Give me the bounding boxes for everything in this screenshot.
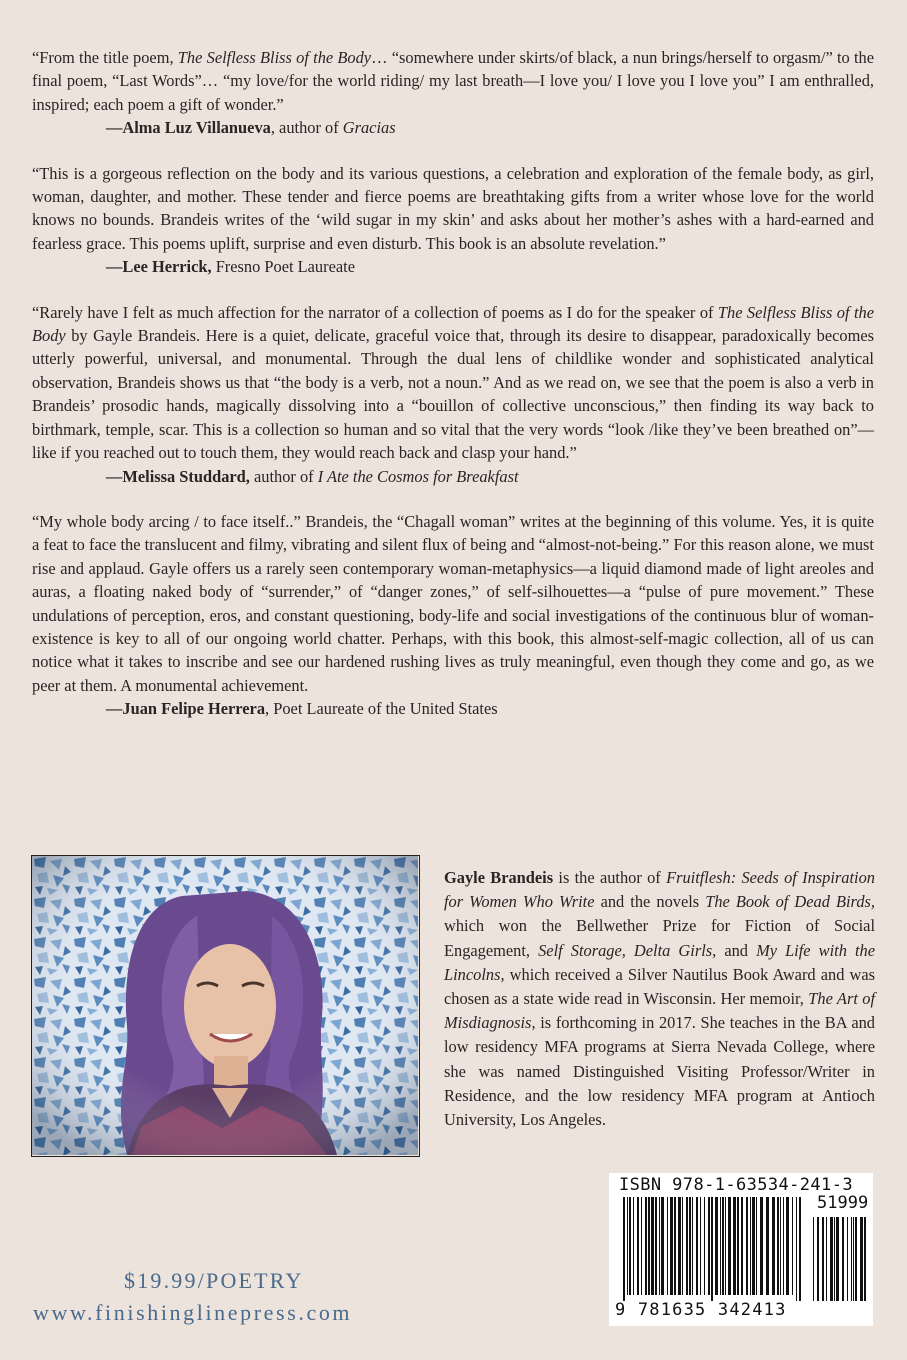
barcode-bar bbox=[752, 1197, 755, 1295]
barcode-bar bbox=[780, 1197, 781, 1295]
barcode-bar bbox=[674, 1197, 676, 1295]
barcode-bar bbox=[667, 1197, 668, 1295]
barcode-bar bbox=[623, 1197, 625, 1301]
barcode-bar bbox=[708, 1197, 710, 1295]
blurb-author: —Alma Luz Villanueva bbox=[106, 118, 271, 138]
barcode-bar bbox=[772, 1197, 775, 1295]
blurb-author: —Juan Felipe Herrera bbox=[106, 699, 266, 719]
barcode-bar bbox=[711, 1197, 713, 1301]
barcode-bar bbox=[696, 1197, 698, 1295]
barcode-addon-bar bbox=[864, 1217, 866, 1301]
barcode-bar bbox=[766, 1197, 769, 1295]
barcode-addon-bar bbox=[855, 1217, 857, 1301]
barcode-bar bbox=[715, 1197, 718, 1295]
barcode-bar bbox=[641, 1197, 642, 1295]
blurb-quote: “Rarely have I felt as much affection for the narrator of a collection of poems as I do for the speaker of The Selfless Bliss of the Body by Gayle Brandeis. Here is a quiet, delicate, graceful voice that, through its desire to disappear, paradoxically becomes utterly powerful, universal, and monumental. Through the dual lens of childlike wonder and sophisticated analytical observation, Brandeis shows us that “the body is a verb, not a noun.” And as we read on, we see that the poem is also a verb in Brandeis’ prosodic hands, magically dissolving into a “bouillon of collective unconscious,” then finding its way back to birthmark, temple, scar. This is a collection so human and so vital that the very words “look /like they’ve been breathed on”—like if you reached out to touch them, they would reach back and clasp your hand.” bbox=[32, 302, 875, 463]
blurb bbox=[32, 46, 874, 140]
barcode-addon-bar bbox=[830, 1217, 833, 1301]
blurb-attribution: —Melissa Studdard, author of I Ate the Cosmos for Breakfast bbox=[106, 466, 519, 486]
barcode-bar bbox=[783, 1197, 784, 1295]
barcode-bar bbox=[720, 1197, 721, 1295]
barcode-bar bbox=[661, 1197, 664, 1295]
blurb-attribution: —Alma Luz Villanueva, author of Gracias bbox=[106, 118, 396, 138]
barcode-bar bbox=[629, 1197, 631, 1295]
blurb bbox=[32, 162, 874, 279]
barcode-bar bbox=[725, 1197, 726, 1295]
barcode-bar bbox=[756, 1197, 757, 1295]
barcode-ean-digits: 9 781635 342413 bbox=[615, 1300, 787, 1320]
blurb-author: —Melissa Studdard, bbox=[106, 466, 250, 486]
barcode-bar bbox=[659, 1197, 660, 1295]
blurb-attribution: —Juan Felipe Herrera, Poet Laureate of the United States bbox=[106, 699, 498, 719]
barcode-bar bbox=[792, 1197, 793, 1295]
author-bio-text: Gayle Brandeis is the author of Fruitflesh: Seeds of Inspiration for Women Who Write and the novels The Book of Dead Birds, which won the Bellwether Prize for Fiction of Social Engagement, Self Storage, Delta Girls, and My Life with the Lincolns, which received a Silver Nautilus Book Award and was chosen as a state wide read in Wisconsin. Her memoir, The Art of Misdiagnosis, is forthcoming in 2017. She teaches in the BA and low residency MFA programs at Sierra Nevada College, where she was named Distinguished Visiting Professor/Writer in Residence, and the low residency MFA program at Antioch University, Los Angeles. bbox=[444, 868, 875, 1130]
barcode-bar bbox=[655, 1197, 657, 1295]
author-portrait-image bbox=[32, 856, 418, 1155]
isbn-label: ISBN 978-1-63534-241-3 bbox=[619, 1175, 853, 1195]
barcode-bar bbox=[645, 1197, 647, 1295]
author-photo bbox=[31, 855, 420, 1157]
barcode-addon-bar bbox=[842, 1217, 844, 1301]
barcode-bar bbox=[796, 1197, 797, 1301]
barcode-bar bbox=[733, 1197, 736, 1295]
blurb-quote: “This is a gorgeous reflection on the body and its various questions, a celebration and exploration of the female body, as girl, woman, daughter, and mother. These tender and fierce poems are breathtaking gifts from a writer whose love for the world knows no bounds. Brandeis writes of the ‘wild sugar in my skin’ and asks about her mother’s ashes with a hard-earned and fearless grace. This poems uplift, surprise and even disturb. This book is an absolute revelation.” bbox=[32, 163, 874, 253]
blurb-attribution: —Lee Herrick, Fresno Poet Laureate bbox=[106, 257, 355, 277]
barcode-price-code: 51999 bbox=[817, 1193, 869, 1213]
barcode-addon-bar bbox=[836, 1217, 839, 1301]
price-label: $19.99/POETRY bbox=[124, 1268, 304, 1293]
barcode-bar bbox=[633, 1197, 634, 1295]
barcode-addon-bar bbox=[826, 1217, 827, 1301]
barcode-addon-bar bbox=[860, 1217, 863, 1301]
blurb-quote: “My whole body arcing / to face itself..” Brandeis, the “Chagall woman” writes at the beginning of this volume. Yes, it is quite a feat to face the translucent and filmy, vibrating and silent flux of being and “almost-not-being.” For this reason alone, we must rise and applaud. Gayle offers us a rarely seen contemporary woman-metaphysics—a liquid diamond made of light areoles and auras, a floating naked body of “surrender,” of “danger zones,” of self-silhouettes—a “pulse of pure movement.” These undulations of perception, eros, and constant questioning, body-life and social investigations of the continuous blur of woman-existence is key to all of our ongoing world chatter. Perhaps, with this book, this almost-self-magic collection, all of us can notice what it takes to inscribe and see our hardened rushing lives as truly meaningful, even though they come and go, as we peer at them. A monumental achievement. bbox=[32, 511, 874, 695]
blurb-author: —Lee Herrick, bbox=[106, 257, 212, 277]
blurb-quote: “From the title poem, The Selfless Bliss of the Body… “somewhere under skirts/of black, a nun brings/herself to orgasm/” to the final poem, “Last Words”… “my love/for the world riding/ my last breath—I love you/ I love you I love you” I am enthralled, inspired; each poem a gift of wonder.” bbox=[32, 48, 874, 114]
barcode-bar bbox=[741, 1197, 743, 1295]
isbn-barcode bbox=[609, 1173, 873, 1326]
barcode-bar bbox=[760, 1197, 763, 1295]
barcode-bar bbox=[689, 1197, 691, 1295]
blurb bbox=[32, 510, 874, 721]
barcode-bar bbox=[737, 1197, 739, 1295]
barcode-addon-bar bbox=[817, 1217, 819, 1301]
publisher-website[interactable]: www.finishinglinepress.com bbox=[33, 1300, 353, 1325]
barcode-bar bbox=[728, 1197, 731, 1295]
barcode-addon-bar bbox=[851, 1217, 852, 1301]
barcode-bar bbox=[750, 1197, 751, 1295]
barcode-bar bbox=[682, 1197, 683, 1295]
barcode-bar bbox=[700, 1197, 701, 1295]
barcode-bar bbox=[651, 1197, 654, 1295]
barcode-addon-bar bbox=[813, 1217, 814, 1301]
barcode-addon-bar bbox=[847, 1217, 848, 1301]
barcode-bar bbox=[746, 1197, 748, 1295]
barcode-bar bbox=[799, 1197, 801, 1301]
blurbs-section bbox=[32, 46, 874, 743]
barcode-bar bbox=[777, 1197, 779, 1295]
barcode-addon-bar bbox=[822, 1217, 824, 1301]
barcode-bar bbox=[678, 1197, 681, 1295]
barcode-bar bbox=[686, 1197, 688, 1295]
barcode-bar bbox=[692, 1197, 693, 1295]
barcode-bar bbox=[670, 1197, 673, 1295]
barcode-bar bbox=[648, 1197, 650, 1295]
author-bio bbox=[444, 866, 875, 1132]
barcode-bar bbox=[704, 1197, 705, 1295]
barcode-addon-bar bbox=[853, 1217, 854, 1301]
barcode-bar bbox=[637, 1197, 639, 1295]
barcode-bar bbox=[786, 1197, 789, 1295]
barcode-bar bbox=[627, 1197, 628, 1295]
blurb bbox=[32, 301, 874, 488]
barcode-bar bbox=[722, 1197, 724, 1295]
barcode-addon-bar bbox=[834, 1217, 835, 1301]
